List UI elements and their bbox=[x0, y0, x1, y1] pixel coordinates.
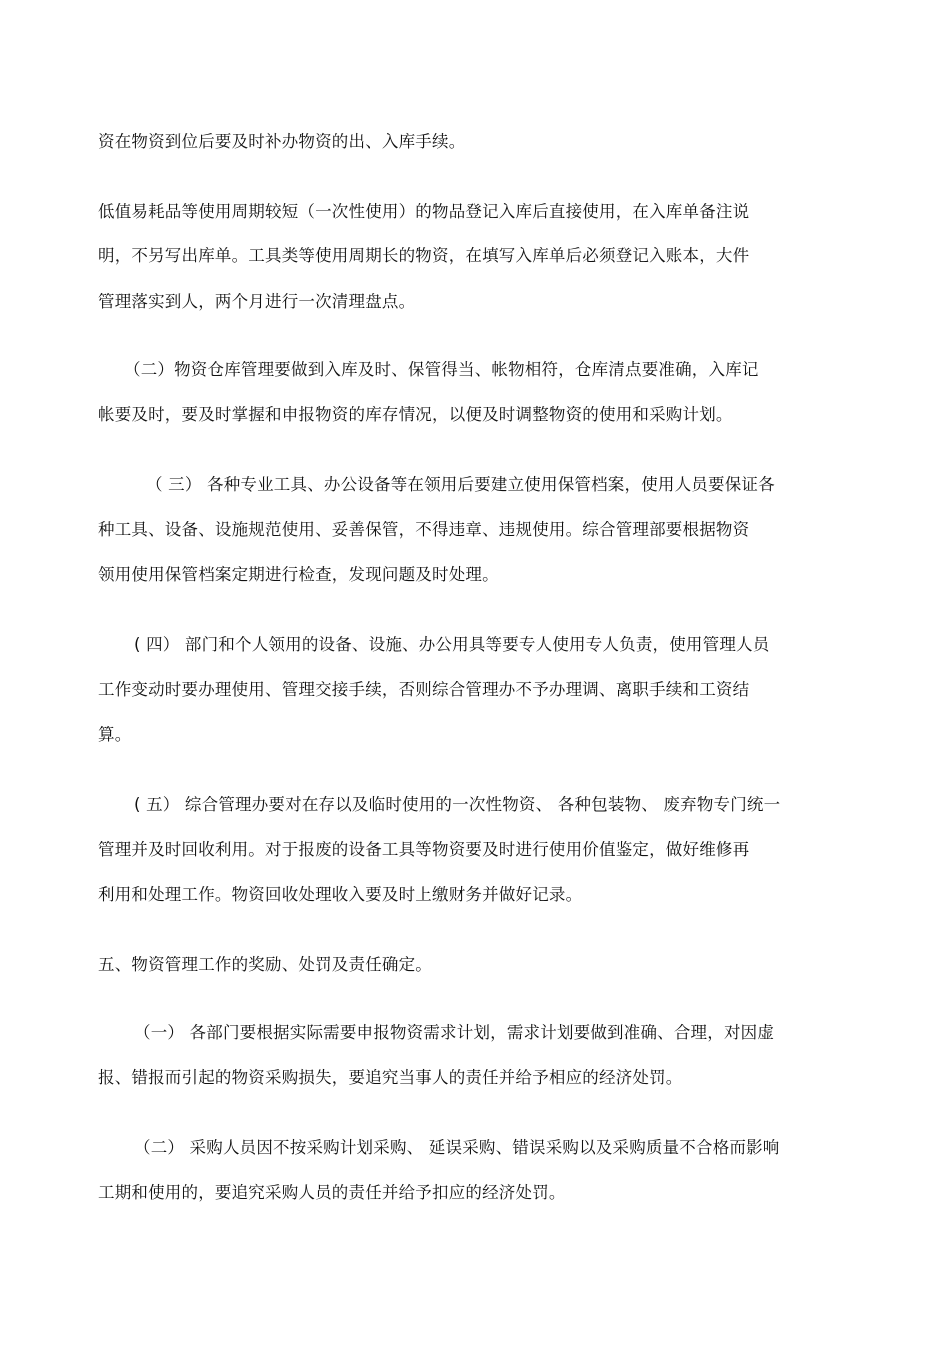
text-line: 领用使用保管档案定期进行检查，发现问题及时处理。 bbox=[98, 565, 499, 584]
text-line: 工作变动时要办理使用、管理交接手续，否则综合管理办不予办理调、离职手续和工资结 bbox=[98, 680, 750, 699]
text-line: 明，不另写出库单。工具类等使用周期长的物资，在填写入库单后必须登记入账本，大件 bbox=[98, 246, 750, 265]
text-line: （ 三） 各种专业工具、办公设备等在领用后要建立使用保管档案，使用人员要保证各 bbox=[146, 475, 775, 494]
text-line: （一） 各部门要根据实际需要申报物资需求计划，需求计划要做到准确、合理，对因虚 bbox=[134, 1023, 775, 1042]
text-line: 利用和处理工作。物资回收处理收入要及时上缴财务并做好记录。 bbox=[98, 885, 583, 904]
text-line: ( 五） 综合管理办要对在存以及临时使用的一次性物资、 各种包装物、 废弃物专门统一 bbox=[134, 795, 781, 814]
text-line: 种工具、设备、设施规范使用、妥善保管，不得违章、违规使用。综合管理部要根据物资 bbox=[98, 520, 750, 539]
text-line: 管理落实到人，两个月进行一次清理盘点。 bbox=[98, 292, 416, 311]
text-line: （二） 采购人员因不按采购计划采购、 延误采购、错误采购以及采购质量不合格而影响 bbox=[134, 1138, 780, 1157]
text-line: 报、错报而引起的物资采购损失，要追究当事人的责任并给予相应的经济处罚。 bbox=[98, 1068, 683, 1087]
text-line: ( 四） 部门和个人领用的设备、设施、办公用具等要专人使用专人负责，使用管理人员 bbox=[134, 635, 770, 654]
text-line: 低值易耗品等使用周期较短（一次性使用）的物品登记入库后直接使用，在入库单备注说 bbox=[98, 202, 750, 221]
text-line: 管理并及时回收利用。对于报废的设备工具等物资要及时进行使用价值鉴定，做好维修再 bbox=[98, 840, 750, 859]
text-line: 帐要及时，要及时掌握和申报物资的库存情况，以便及时调整物资的使用和采购计划。 bbox=[98, 405, 733, 424]
text-line: 资在物资到位后要及时补办物资的出、入库手续。 bbox=[98, 132, 466, 151]
text-line: 工期和使用的，要追究采购人员的责任并给予扣应的经济处罚。 bbox=[98, 1183, 566, 1202]
text-line: 算。 bbox=[98, 725, 132, 744]
text-line: （二）物资仓库管理要做到入库及时、保管得当、帐物相符，仓库清点要准确，入库记 bbox=[124, 360, 759, 379]
section-heading: 五、物资管理工作的奖励、处罚及责任确定。 bbox=[98, 955, 432, 974]
